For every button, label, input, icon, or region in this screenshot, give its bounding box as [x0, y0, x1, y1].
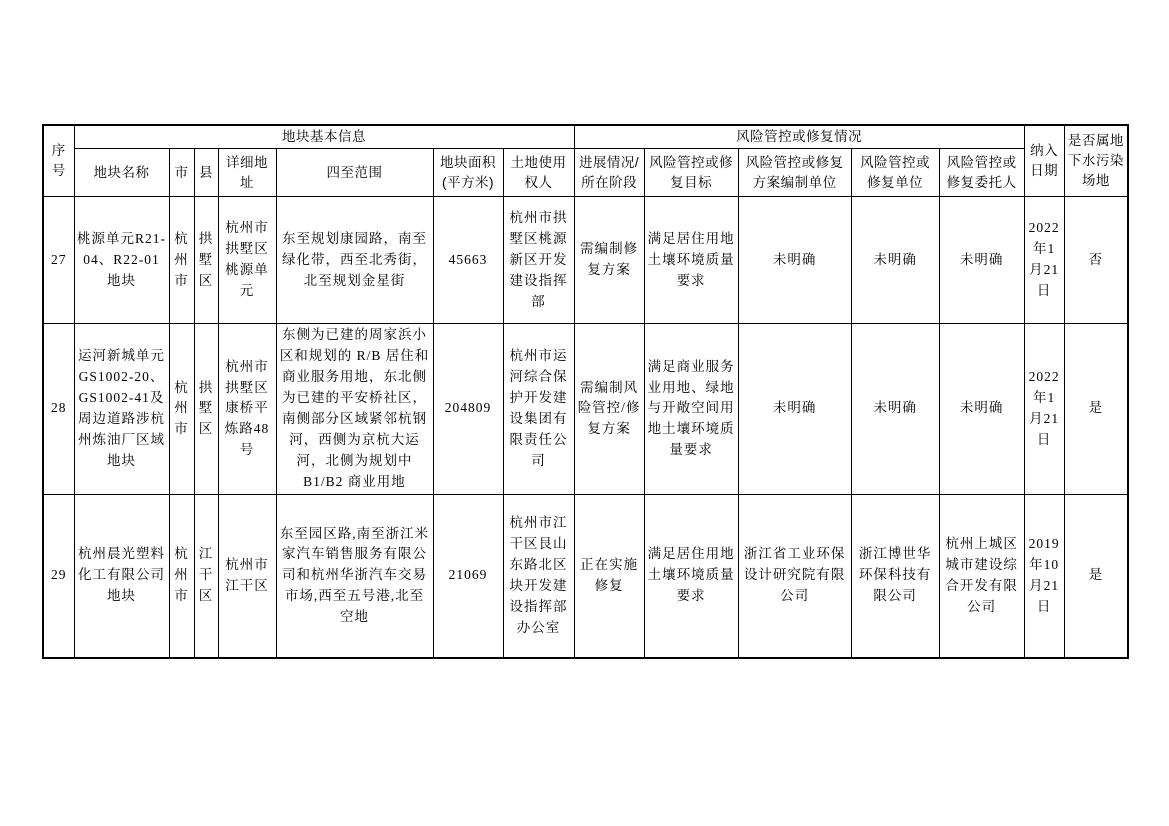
cell-remediation-client: 杭州上城区城市建设综合开发有限公司 — [939, 494, 1024, 658]
cell-seq: 28 — [43, 324, 74, 494]
header-county: 县 — [194, 149, 218, 197]
cell-county: 拱墅区 — [194, 324, 218, 494]
cell-groundwater-site: 是 — [1064, 324, 1128, 494]
cell-address: 杭州市江干区 — [218, 494, 276, 658]
cell-boundaries: 东侧为已建的周家浜小区和规划的 R/B 居住和商业服务用地，东北侧为已建的平安桥社区，南侧部分区域紧邻杭钢河，西侧为京杭大运河，北侧为规划中 B1/B2 商业用地 — [276, 324, 433, 494]
cell-county: 江干区 — [194, 494, 218, 658]
header-address: 详细地址 — [218, 149, 276, 197]
cell-city: 杭州市 — [169, 494, 194, 658]
header-group-basic-info: 地块基本信息 — [74, 125, 574, 149]
cell-address: 杭州市拱墅区桃源单元 — [218, 197, 276, 324]
table-row-29 — [43, 494, 1128, 658]
cell-inclusion-date: 2022年1月21日 — [1024, 197, 1064, 324]
cell-parcel-name: 桃源单元R21-04、R22-01 地块 — [74, 197, 169, 324]
cell-remediation-target: 满足商业服务业用地、绿地与开敞空间用地土壤环境质量要求 — [644, 324, 738, 494]
cell-boundaries: 东至园区路,南至浙江米家汽车销售服务有限公司和杭州华浙汽车交易市场,西至五号港,北至空地 — [276, 494, 433, 658]
cell-parcel-name: 杭州晨光塑料化工有限公司地块 — [74, 494, 169, 658]
header-area: 地块面积(平方米) — [433, 149, 503, 197]
header-plan-compiler: 风险管控或修复方案编制单位 — [738, 149, 851, 197]
cell-plan-compiler: 未明确 — [738, 324, 851, 494]
cell-area: 45663 — [433, 197, 503, 324]
header-boundaries: 四至范围 — [276, 149, 433, 197]
cell-boundaries: 东至规划康园路，南至绿化带，西至北秀街，北至规划金星街 — [276, 197, 433, 324]
cell-city: 杭州市 — [169, 324, 194, 494]
header-remediation-client: 风险管控或修复委托人 — [939, 149, 1024, 197]
cell-parcel-name: 运河新城单元GS1002-20、GS1002-41及周边道路涉杭州炼油厂区域地块 — [74, 324, 169, 494]
land-parcel-table — [42, 124, 1129, 659]
cell-remediation-unit: 未明确 — [851, 197, 939, 324]
cell-plan-compiler: 未明确 — [738, 197, 851, 324]
cell-progress-stage: 需编制风险管控/修复方案 — [574, 324, 644, 494]
cell-area: 204809 — [433, 324, 503, 494]
cell-groundwater-site: 是 — [1064, 494, 1128, 658]
table-row-28 — [43, 324, 1128, 494]
header-groundwater-site: 是否属地下水污染场地 — [1064, 125, 1128, 197]
table-row-27 — [43, 197, 1128, 324]
header-parcel-name: 地块名称 — [74, 149, 169, 197]
cell-remediation-target: 满足居住用地土壤环境质量要求 — [644, 197, 738, 324]
header-remediation-unit: 风险管控或修复单位 — [851, 149, 939, 197]
cell-groundwater-site: 否 — [1064, 197, 1128, 324]
cell-address: 杭州市拱墅区康桥平炼路48号 — [218, 324, 276, 494]
cell-land-user: 杭州市江干区艮山东路北区块开发建设指挥部办公室 — [503, 494, 574, 658]
cell-remediation-unit: 浙江博世华环保科技有限公司 — [851, 494, 939, 658]
header-group-risk-remediation: 风险管控或修复情况 — [574, 125, 1024, 149]
cell-remediation-unit: 未明确 — [851, 324, 939, 494]
header-remediation-target: 风险管控或修复目标 — [644, 149, 738, 197]
cell-inclusion-date: 2019年10月21日 — [1024, 494, 1064, 658]
header-inclusion-date: 纳入日期 — [1024, 125, 1064, 197]
cell-remediation-client: 未明确 — [939, 324, 1024, 494]
cell-progress-stage: 正在实施修复 — [574, 494, 644, 658]
cell-seq: 29 — [43, 494, 74, 658]
cell-seq: 27 — [43, 197, 74, 324]
header-city: 市 — [169, 149, 194, 197]
cell-land-user: 杭州市拱墅区桃源新区开发建设指挥部 — [503, 197, 574, 324]
cell-progress-stage: 需编制修复方案 — [574, 197, 644, 324]
cell-plan-compiler: 浙江省工业环保设计研究院有限公司 — [738, 494, 851, 658]
cell-city: 杭州市 — [169, 197, 194, 324]
header-progress-stage: 进展情况/所在阶段 — [574, 149, 644, 197]
cell-inclusion-date: 2022年1月21日 — [1024, 324, 1064, 494]
header-land-user: 土地使用权人 — [503, 149, 574, 197]
cell-area: 21069 — [433, 494, 503, 658]
cell-land-user: 杭州市运河综合保护开发建设集团有限责任公司 — [503, 324, 574, 494]
header-seq: 序号 — [43, 125, 74, 197]
cell-county: 拱墅区 — [194, 197, 218, 324]
cell-remediation-target: 满足居住用地土壤环境质量要求 — [644, 494, 738, 658]
cell-remediation-client: 未明确 — [939, 197, 1024, 324]
